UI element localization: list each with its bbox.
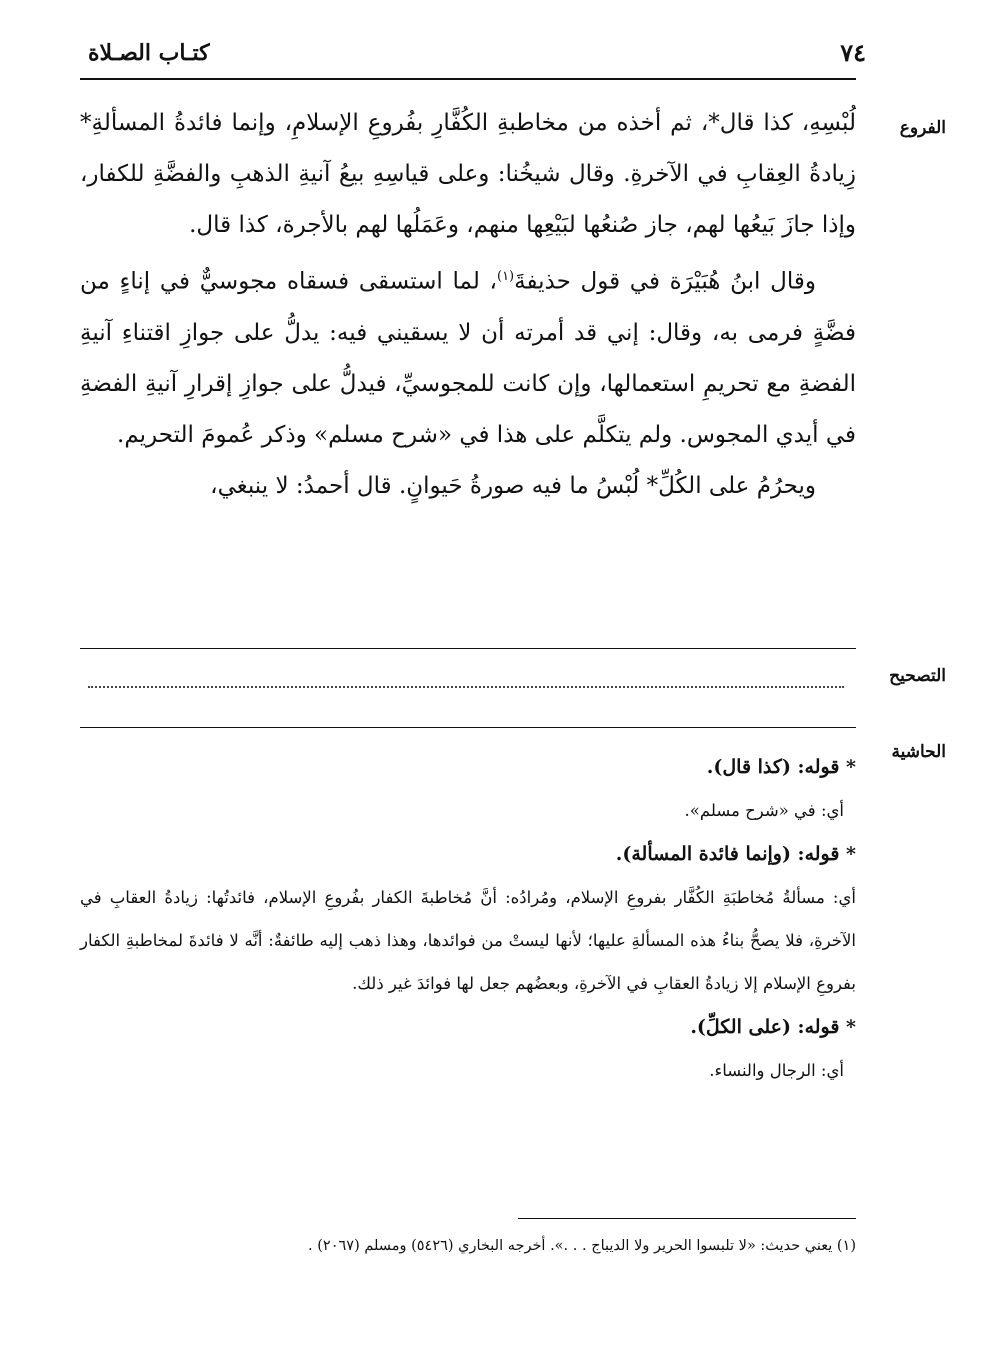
main-paragraph-2-rest: ، لما استسقى فسقاه مجوسيٌّ في إناءٍ من فضَّةٍ فرمى به، وقال: إني قد أمرته أن لا يسقيني فيه: يدلُّ على جوازِ اقتناءِ آنيةِ الفضةِ مع تحريمِ استعمالها، وإن كانت للمجوسيِّ، فيدلُّ على جوازِ إقرارِ آنيةِ الفضةِ في أيدي المجوس. ولم يتكلَّم على هذا في «شرح مسلم» وذكر عُمومَ التحريم. (80, 268, 856, 448)
hashiya-quote-3: * قوله: (على الكلِّ). (690, 1016, 856, 1038)
main-text (80, 98, 856, 512)
side-label-tashih: التصحيح (889, 666, 946, 686)
hashiya-explanation-2: أي: مسألةُ مُخاطبَةِ الكُفَّار بفروعِ الإسلام، ومُرادُه: أنَّ مُخاطبةَ الكفار بفُروعِ الإسلام، فائدتُها: زيادةُ العقابِ في الآخرةِ، فلا يصحُّ بناءُ هذه المسألةِ عليها؛ لأنها ليستْ من فوائدها، وهذا ذهب إليه طائفةٌ: أنَّه لا فائدةَ لمخاطبةِ الكفار بفروعِ الإسلام إلا زيادةُ العقابِ في الآخرةِ، وبعضُهم جعل لها فوائدَ غير ذلك. (80, 888, 856, 993)
book-title: كتـاب الصـلاة (88, 40, 210, 66)
footnote-rule (518, 1218, 856, 1219)
footnote: (١) يعني حديث: «لا تلبسوا الحرير ولا الديباج . . .». أخرجه البخاري (٥٤٢٦) ومسلم (٢٠٦٧) . (308, 1238, 856, 1254)
hashiya-explanation-3: أي: الرجال والنساء. (709, 1061, 844, 1080)
footnote-ref: (١) (496, 269, 515, 284)
hashiya-explanation-1: أي: في «شرح مسلم». (684, 801, 844, 820)
hashiya-quote-1: * قوله: (كذا قال). (706, 756, 856, 778)
main-paragraph-2 (80, 251, 856, 461)
hashiya-section (80, 745, 856, 1092)
main-paragraph-3: ويحرُمُ على الكُلِّ* لُبْسُ ما فيه صورةُ حَيوانٍ. قال أحمدُ: لا ينبغي، (210, 472, 816, 499)
tashih-dotted-line (88, 686, 844, 688)
header-rule (80, 78, 856, 80)
main-paragraph-2-start: وقال ابنُ هُبَيْرَة في قول حذيفةَ (514, 268, 816, 295)
tashih-bottom-rule (80, 727, 856, 728)
side-label-hashiya: الحاشية (891, 742, 946, 762)
page-number: ٧٤ (840, 38, 866, 67)
tashih-top-rule (80, 648, 856, 649)
hashiya-quote-2: * قوله: (وإنما فائدة المسألة). (615, 843, 856, 865)
side-label-furu: الفروع (899, 118, 946, 138)
main-paragraph-1: لُبْسِهِ، كذا قال*، ثم أخذه من مخاطبةِ الكُفَّارِ بفُروعِ الإسلامِ، وإنما فائدةُ المسألةِ* زِيادةُ العِقابِ في الآخرةِ. وقال شيخُنا: وعلى قياسِهِ بيعُ آنيةِ الذهبِ والفضَّةِ للكفار، وإذا جازَ بَيعُها لهم، جاز صُنعُها لبَيْعِها منهم، وعَمَلُها لهم بالأجرة، كذا قال. (80, 110, 856, 238)
